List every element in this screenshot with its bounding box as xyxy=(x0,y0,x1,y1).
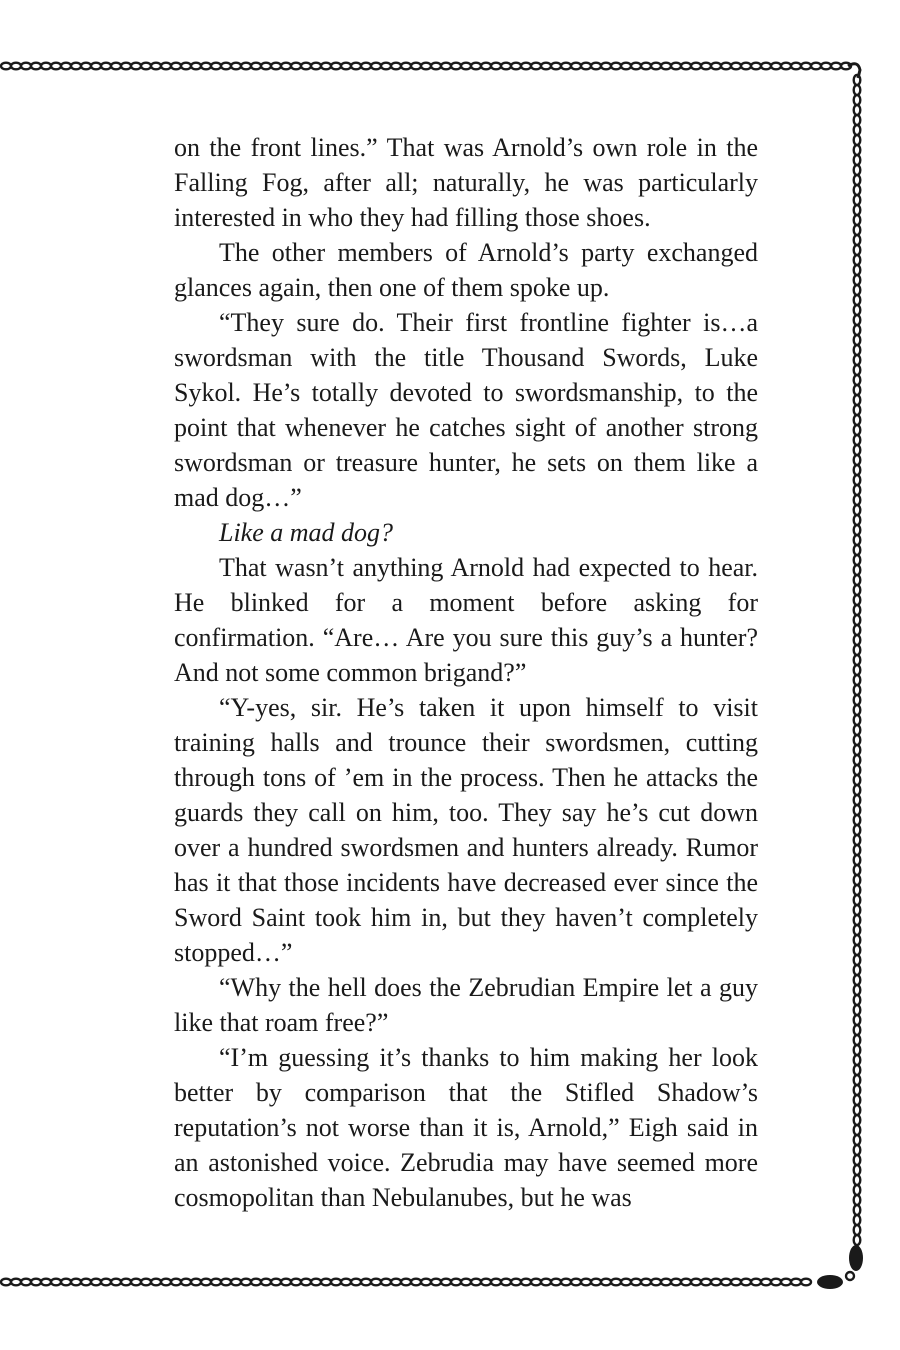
paragraph: The other members of Arnold’s party exchanged glances again, then one of them spoke up. xyxy=(174,238,758,302)
chain-link xyxy=(854,805,861,815)
chain-link xyxy=(371,63,381,70)
chain-link xyxy=(141,1279,151,1286)
chain-link xyxy=(111,63,121,70)
chain-link xyxy=(501,63,511,70)
chain-link xyxy=(621,63,631,70)
chain-link xyxy=(681,1279,691,1286)
chain-link xyxy=(441,63,451,70)
chain-link xyxy=(91,63,101,70)
chain-link xyxy=(21,1279,31,1286)
chain-link xyxy=(781,63,791,70)
chain-link xyxy=(331,63,341,70)
chain-link xyxy=(854,315,861,325)
chain-link xyxy=(581,1279,591,1286)
chain-link xyxy=(251,1279,261,1286)
chain-link xyxy=(341,1279,351,1286)
chain-link xyxy=(451,1279,461,1286)
chain-link xyxy=(854,795,861,805)
chain-link xyxy=(854,975,861,985)
chain-link xyxy=(791,63,801,70)
chain-link xyxy=(854,815,861,825)
chain-link xyxy=(291,63,301,70)
chain-link xyxy=(854,1035,861,1045)
chain-link xyxy=(854,1095,861,1105)
chain-link xyxy=(854,1005,861,1015)
chain-link xyxy=(854,225,861,235)
chain-link xyxy=(854,785,861,795)
chain-link xyxy=(854,695,861,705)
chain-link xyxy=(641,1279,651,1286)
paragraph: “Why the hell does the Zebrudian Empire let a guy like that roam free?” xyxy=(174,973,758,1037)
chain-link xyxy=(854,1055,861,1065)
chain-link xyxy=(661,63,671,70)
chain-link xyxy=(854,725,861,735)
paragraph: on the front lines.” That was Arnold’s own role in the Falling Fog, after all; naturally, he was particularly interested in who they had filling those shoes. xyxy=(174,133,758,232)
paragraph-italic: Like a mad dog? xyxy=(219,518,394,547)
chain-link xyxy=(351,63,361,70)
chain-link xyxy=(854,625,861,635)
chain-link xyxy=(854,565,861,575)
chain-link xyxy=(854,555,861,565)
chain-link xyxy=(854,845,861,855)
chain-link xyxy=(51,63,61,70)
chain-link xyxy=(691,63,701,70)
chain-link xyxy=(854,965,861,975)
chain-link xyxy=(611,63,621,70)
chain-link xyxy=(821,63,831,70)
chain-link xyxy=(731,63,741,70)
chain-link xyxy=(411,1279,421,1286)
chain-link xyxy=(854,685,861,695)
chain-link xyxy=(61,63,71,70)
chain-link xyxy=(561,63,571,70)
chain-link xyxy=(854,255,861,265)
chain-link xyxy=(854,645,861,655)
chain-link xyxy=(854,385,861,395)
chain-link xyxy=(461,63,471,70)
chain-link xyxy=(51,1279,61,1286)
chain-link xyxy=(181,63,191,70)
paragraph: “They sure do. Their first frontline fighter is…a swordsman with the title Thousand Swords, Luke Sykol. He’s totally devoted to swordsmanship, to the point that whenever he catches sight of another strong swordsman or treasure hunter, he sets on them like a mad dog…” xyxy=(174,308,758,512)
chain-link xyxy=(854,485,861,495)
chain-link xyxy=(791,1279,801,1286)
chain-link xyxy=(251,63,261,70)
chain-link xyxy=(751,1279,761,1286)
chain-link xyxy=(854,1225,861,1235)
chain-link xyxy=(854,1185,861,1195)
chain-link xyxy=(701,63,711,70)
chain-link xyxy=(131,1279,141,1286)
chain-link xyxy=(854,1235,861,1245)
chain-link xyxy=(431,63,441,70)
chain-link xyxy=(854,405,861,415)
chain-link xyxy=(451,63,461,70)
chain-link xyxy=(361,63,371,70)
chain-link xyxy=(854,265,861,275)
chain-link xyxy=(854,605,861,615)
chain-link xyxy=(421,1279,431,1286)
chain-link xyxy=(101,63,111,70)
chain-link xyxy=(854,325,861,335)
chain-link xyxy=(211,63,221,70)
chain-link xyxy=(854,425,861,435)
chain-link xyxy=(531,63,541,70)
chain-link xyxy=(854,245,861,255)
chain-link xyxy=(854,435,861,445)
chain-link xyxy=(181,1279,191,1286)
chain-link xyxy=(854,1025,861,1035)
chain-link xyxy=(191,1279,201,1286)
chain-link xyxy=(854,925,861,935)
chain-link xyxy=(854,515,861,525)
chain-link xyxy=(854,335,861,345)
chain-link xyxy=(11,1279,21,1286)
chain-link xyxy=(854,525,861,535)
chain-link xyxy=(511,1279,521,1286)
chain-link xyxy=(381,1279,391,1286)
chain-link xyxy=(201,63,211,70)
chain-link xyxy=(854,155,861,165)
chain-link xyxy=(854,895,861,905)
chain-link xyxy=(211,1279,221,1286)
chain-link xyxy=(854,755,861,765)
chain-link xyxy=(854,945,861,955)
chain-link xyxy=(854,1165,861,1175)
paragraph: “Y-yes, sir. He’s taken it upon himself to visit training halls and trounce their swordsmen, cutting through tons of ’em in the process. Then he attacks the guards they call on him, too. They say he’s cut down over a hundred swordsmen and hunters already. Rumor has it that those incidents have decreased ever since the Sword Saint took him in, but they haven’t completely stopped…” xyxy=(174,693,758,967)
chain-link xyxy=(854,235,861,245)
chain-link xyxy=(854,205,861,215)
chain-link xyxy=(371,1279,381,1286)
chain-link xyxy=(854,1045,861,1055)
body-text xyxy=(174,130,758,1215)
chain-link xyxy=(854,735,861,745)
chain-link xyxy=(61,1279,71,1286)
chain-link xyxy=(651,63,661,70)
chain-link xyxy=(331,1279,341,1286)
chain-link xyxy=(854,455,861,465)
chain-link xyxy=(501,1279,511,1286)
chain-link xyxy=(761,63,771,70)
chain-link xyxy=(41,63,51,70)
chain-link xyxy=(411,63,421,70)
chain-link xyxy=(854,215,861,225)
chain-link xyxy=(854,885,861,895)
chain-link xyxy=(131,63,141,70)
chain-link xyxy=(854,1075,861,1085)
chain-link xyxy=(31,1279,41,1286)
chain-link xyxy=(854,1205,861,1215)
chain-link xyxy=(854,1215,861,1225)
chain-link xyxy=(441,1279,451,1286)
chain-link xyxy=(854,135,861,145)
chain-link xyxy=(491,63,501,70)
chain-link xyxy=(854,1085,861,1095)
paragraph: “I’m guessing it’s thanks to him making her look better by comparison that the Stifled Shadow’s reputation’s not worse than it is, Arnold,” Eigh said in an astonished voice. Zebrudia may have seemed more cosmopolitan than Nebulanubes, but he was xyxy=(174,1043,758,1212)
chain-link xyxy=(854,615,861,625)
chain-link xyxy=(541,1279,551,1286)
chain-link xyxy=(854,195,861,205)
chain-link xyxy=(481,63,491,70)
chain-link xyxy=(491,1279,501,1286)
chain-link xyxy=(551,63,561,70)
chain-link xyxy=(261,63,271,70)
chain-link xyxy=(854,545,861,555)
chain-link xyxy=(854,715,861,725)
chain-link xyxy=(261,1279,271,1286)
chain-link xyxy=(201,1279,211,1286)
chain-link xyxy=(301,63,311,70)
chain-link xyxy=(571,1279,581,1286)
chain-link xyxy=(521,63,531,70)
chain-link xyxy=(601,63,611,70)
chain-link xyxy=(1,1279,11,1286)
chain-link xyxy=(801,1279,811,1286)
chain-link xyxy=(854,85,861,95)
chain-link xyxy=(271,63,281,70)
chain-link xyxy=(591,63,601,70)
chain-link xyxy=(221,63,231,70)
chain-link xyxy=(854,535,861,545)
chain-link xyxy=(721,63,731,70)
chain-link xyxy=(471,1279,481,1286)
chain-link xyxy=(71,1279,81,1286)
chain-link xyxy=(854,505,861,515)
chain-link xyxy=(761,1279,771,1286)
chain-link xyxy=(541,63,551,70)
chain-link xyxy=(854,825,861,835)
chain-link xyxy=(561,1279,571,1286)
chain-link xyxy=(854,655,861,665)
chain-link xyxy=(41,1279,51,1286)
chain-link xyxy=(391,1279,401,1286)
chain-link xyxy=(431,1279,441,1286)
chain-link xyxy=(854,935,861,945)
chain-link xyxy=(121,1279,131,1286)
chain-link xyxy=(521,1279,531,1286)
chain-link xyxy=(581,63,591,70)
chain-link xyxy=(221,1279,231,1286)
chain-link xyxy=(291,1279,301,1286)
chain-link xyxy=(854,745,861,755)
chain-link xyxy=(241,1279,251,1286)
chain-link xyxy=(401,1279,411,1286)
chain-link xyxy=(701,1279,711,1286)
chain-link xyxy=(401,63,411,70)
chain-link xyxy=(741,63,751,70)
chain-link xyxy=(854,305,861,315)
chain-link xyxy=(854,855,861,865)
chain-link xyxy=(21,63,31,70)
chain-link xyxy=(854,115,861,125)
chain-link xyxy=(671,63,681,70)
chain-link xyxy=(11,63,21,70)
chain-link xyxy=(161,1279,171,1286)
chain-link xyxy=(771,1279,781,1286)
chain-link xyxy=(854,285,861,295)
chain-link xyxy=(601,1279,611,1286)
chain-link xyxy=(854,295,861,305)
chain-link xyxy=(771,63,781,70)
chain-link xyxy=(711,63,721,70)
chain-link xyxy=(571,63,581,70)
chain-link xyxy=(461,1279,471,1286)
chain-link xyxy=(351,1279,361,1286)
chain-link xyxy=(854,185,861,195)
chain-link xyxy=(111,1279,121,1286)
paragraph: That wasn’t anything Arnold had expected to hear. He blinked for a moment before asking for confirmation. “Are… Are you sure this guy’s a hunter? And not some common brigand?” xyxy=(174,553,758,687)
chain-link xyxy=(854,1015,861,1025)
chain-link xyxy=(151,1279,161,1286)
chain-link xyxy=(854,1155,861,1165)
chain-link xyxy=(231,63,241,70)
chain-link xyxy=(854,125,861,135)
chain-link xyxy=(591,1279,601,1286)
chain-link xyxy=(854,445,861,455)
chain-link xyxy=(854,675,861,685)
chain-link xyxy=(854,495,861,505)
chain-link xyxy=(381,63,391,70)
chain-link xyxy=(854,1175,861,1185)
chain-link xyxy=(731,1279,741,1286)
chain-link xyxy=(854,1105,861,1115)
chain-link xyxy=(854,1195,861,1205)
chain-link xyxy=(621,1279,631,1286)
chain-link xyxy=(854,95,861,105)
chain-link xyxy=(171,63,181,70)
chain-link xyxy=(161,63,171,70)
chain-link xyxy=(854,345,861,355)
chain-link xyxy=(121,63,131,70)
chain-link xyxy=(854,465,861,475)
chain-link xyxy=(854,1115,861,1125)
chain-link xyxy=(361,1279,371,1286)
chain-link xyxy=(91,1279,101,1286)
chain-link xyxy=(321,1279,331,1286)
charm-bead-icon xyxy=(817,1275,843,1289)
chain-link xyxy=(751,63,761,70)
chain-link xyxy=(631,63,641,70)
chain-link xyxy=(481,1279,491,1286)
chain-link xyxy=(511,63,521,70)
chain-link xyxy=(854,165,861,175)
chain-link xyxy=(854,375,861,385)
chain-link xyxy=(854,365,861,375)
chain-link xyxy=(854,475,861,485)
chain-link xyxy=(854,175,861,185)
chain-link xyxy=(271,1279,281,1286)
chain-link xyxy=(631,1279,641,1286)
chain-link xyxy=(611,1279,621,1286)
chain-link xyxy=(81,63,91,70)
chain-link xyxy=(854,665,861,675)
chain-link xyxy=(854,575,861,585)
chain-link xyxy=(31,63,41,70)
chain-link xyxy=(1,63,11,70)
chain-link xyxy=(801,63,811,70)
chain-link xyxy=(781,1279,791,1286)
chain-link xyxy=(854,275,861,285)
chain-link xyxy=(151,63,161,70)
chain-link xyxy=(854,875,861,885)
chain-link xyxy=(71,63,81,70)
chain-link xyxy=(691,1279,701,1286)
chain-link xyxy=(854,865,861,875)
chain-link xyxy=(854,635,861,645)
chain-link xyxy=(854,1065,861,1075)
chain-link xyxy=(831,63,841,70)
chain-link xyxy=(311,1279,321,1286)
chain-link xyxy=(231,1279,241,1286)
chain-link xyxy=(391,63,401,70)
chain-link xyxy=(854,985,861,995)
chain-link xyxy=(811,63,821,70)
chain-link xyxy=(311,63,321,70)
chain-link xyxy=(241,63,251,70)
chain-link xyxy=(171,1279,181,1286)
chain-link xyxy=(854,775,861,785)
chain-link xyxy=(854,145,861,155)
chain-link xyxy=(721,1279,731,1286)
chain-link xyxy=(551,1279,561,1286)
chain-link xyxy=(471,63,481,70)
chain-link xyxy=(854,955,861,965)
chain-link xyxy=(854,105,861,115)
chain-link xyxy=(854,395,861,405)
chain-link xyxy=(854,995,861,1005)
chain-link xyxy=(854,1125,861,1135)
chain-link xyxy=(341,63,351,70)
chain-link xyxy=(854,595,861,605)
chain-link xyxy=(191,63,201,70)
chain-link xyxy=(854,915,861,925)
chain-link xyxy=(854,355,861,365)
chain-link xyxy=(421,63,431,70)
charm-ring-icon xyxy=(846,1272,854,1280)
chain-link xyxy=(671,1279,681,1286)
chain-link xyxy=(854,835,861,845)
chain-link xyxy=(854,1145,861,1155)
chain-link xyxy=(101,1279,111,1286)
chain-link xyxy=(854,415,861,425)
chain-link xyxy=(281,1279,291,1286)
chain-link xyxy=(321,63,331,70)
chain-link xyxy=(681,63,691,70)
chain-link xyxy=(741,1279,751,1286)
chain-link xyxy=(661,1279,671,1286)
charm-pendant-icon xyxy=(849,1245,863,1271)
chain-link xyxy=(301,1279,311,1286)
chain-link xyxy=(141,63,151,70)
chain-link xyxy=(854,905,861,915)
chain-link xyxy=(711,1279,721,1286)
chain-link xyxy=(854,585,861,595)
chain-link xyxy=(531,1279,541,1286)
chain-link xyxy=(854,765,861,775)
chain-link xyxy=(854,705,861,715)
chain-link xyxy=(854,1135,861,1145)
chain-link xyxy=(281,63,291,70)
chain-link xyxy=(81,1279,91,1286)
chain-link xyxy=(641,63,651,70)
chain-link xyxy=(651,1279,661,1286)
